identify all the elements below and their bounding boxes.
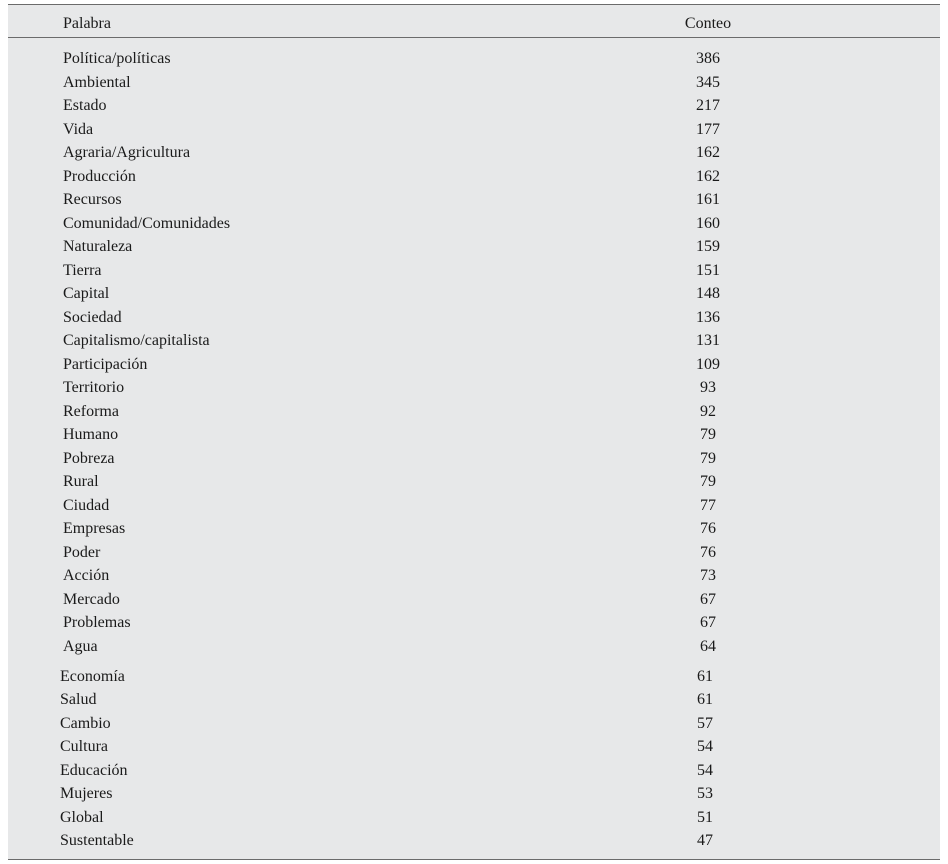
table-row xyxy=(8,329,940,353)
word-cell: Estado xyxy=(63,97,107,114)
word-cell: Poder xyxy=(63,543,101,561)
word-cell: Reforma xyxy=(63,402,119,420)
word-cell: Recursos xyxy=(63,191,122,208)
word-cell: Vida xyxy=(63,120,94,138)
word-cell: Producción xyxy=(63,167,136,185)
table-row xyxy=(8,188,940,212)
table-row xyxy=(8,829,940,853)
table-body xyxy=(8,4,940,860)
table-row xyxy=(8,611,940,635)
table-row xyxy=(8,212,940,236)
count-cell: 47 xyxy=(697,832,713,849)
count-cell: 54 xyxy=(697,738,713,755)
table-row xyxy=(8,353,940,377)
table-row xyxy=(8,712,940,736)
count-cell: 217 xyxy=(696,97,720,114)
table-row xyxy=(8,259,940,283)
word-count-table xyxy=(8,4,940,860)
word-cell: Problemas xyxy=(63,614,131,631)
word-cell: Tierra xyxy=(63,261,102,279)
table-row xyxy=(8,400,940,424)
count-cell: 76 xyxy=(700,520,716,537)
table-row xyxy=(8,165,940,189)
count-cell: 79 xyxy=(700,426,716,443)
count-cell: 131 xyxy=(696,332,720,349)
count-cell: 54 xyxy=(697,761,713,779)
count-cell: 386 xyxy=(696,50,720,67)
table-row xyxy=(8,735,940,759)
word-cell: Sociedad xyxy=(63,308,122,326)
word-cell: Agraria/Agricultura xyxy=(63,144,191,161)
table-row xyxy=(8,688,940,712)
count-cell: 53 xyxy=(697,785,713,802)
table-row xyxy=(8,447,940,471)
word-cell: Capitalismo/capitalista xyxy=(63,332,210,349)
table-row xyxy=(8,665,940,689)
word-cell: Empresas xyxy=(63,520,126,537)
table-row xyxy=(8,118,940,142)
table-row xyxy=(8,564,940,588)
count-cell: 79 xyxy=(700,473,716,490)
table-row xyxy=(8,282,940,306)
table-row xyxy=(8,423,940,447)
count-cell: 151 xyxy=(696,261,720,279)
word-cell: Agua xyxy=(63,637,98,655)
count-cell: 161 xyxy=(696,191,720,208)
count-cell: 136 xyxy=(696,308,720,326)
table-row xyxy=(8,141,940,165)
count-cell: 57 xyxy=(697,714,713,732)
word-cell: Acción xyxy=(63,567,110,584)
word-cell: Salud xyxy=(60,691,97,708)
count-cell: 162 xyxy=(696,167,720,185)
count-cell: 160 xyxy=(696,214,720,232)
column-header-count: Conteo xyxy=(684,15,732,32)
count-cell: 177 xyxy=(696,120,720,138)
count-cell: 93 xyxy=(700,379,716,396)
count-cell: 77 xyxy=(700,496,716,514)
word-cell: Pobreza xyxy=(63,449,115,467)
count-cell: 159 xyxy=(696,238,720,255)
word-cell: Territorio xyxy=(63,379,125,396)
table-row xyxy=(8,306,940,330)
table-row xyxy=(8,588,940,612)
table-row xyxy=(8,517,940,541)
word-cell: Participación xyxy=(63,355,148,373)
word-cell: Cambio xyxy=(60,714,111,732)
table-row xyxy=(8,235,940,259)
table-row xyxy=(8,541,940,565)
word-cell: Mercado xyxy=(63,590,120,608)
count-cell: 92 xyxy=(700,402,716,420)
count-cell: 67 xyxy=(700,614,716,631)
count-cell: 51 xyxy=(697,808,713,826)
table-row xyxy=(8,782,940,806)
word-cell: Cultura xyxy=(60,738,108,755)
word-cell: Humano xyxy=(63,426,119,443)
word-cell: Ambiental xyxy=(63,73,131,91)
table-row xyxy=(8,635,940,659)
word-cell: Ciudad xyxy=(63,496,110,514)
table-row xyxy=(8,376,940,400)
word-cell: Global xyxy=(60,808,104,826)
count-cell: 64 xyxy=(700,637,716,655)
count-cell: 109 xyxy=(696,355,720,373)
count-cell: 61 xyxy=(697,691,713,708)
word-cell: Naturaleza xyxy=(63,238,133,255)
word-cell: Rural xyxy=(63,473,99,490)
column-header-word: Palabra xyxy=(63,15,111,32)
count-cell: 148 xyxy=(696,285,720,302)
count-cell: 67 xyxy=(700,590,716,608)
table-row xyxy=(8,759,940,783)
count-cell: 345 xyxy=(696,73,720,91)
word-cell: Política/políticas xyxy=(63,50,171,67)
count-cell: 76 xyxy=(700,543,716,561)
table-row xyxy=(8,71,940,95)
count-cell: 73 xyxy=(700,567,716,584)
table-row xyxy=(8,806,940,830)
word-cell: Educación xyxy=(60,761,128,779)
count-cell: 79 xyxy=(700,449,716,467)
word-cell: Comunidad/Comunidades xyxy=(63,214,231,232)
word-cell: Capital xyxy=(63,285,110,302)
table-row xyxy=(8,47,940,71)
table-row xyxy=(8,494,940,518)
word-cell: Economía xyxy=(60,667,125,685)
word-cell: Mujeres xyxy=(60,785,113,802)
word-cell: Sustentable xyxy=(60,832,134,849)
count-cell: 61 xyxy=(697,667,713,685)
table-row xyxy=(8,470,940,494)
table-bottom-rule xyxy=(8,859,940,860)
table-row xyxy=(8,94,940,118)
count-cell: 162 xyxy=(696,144,720,161)
